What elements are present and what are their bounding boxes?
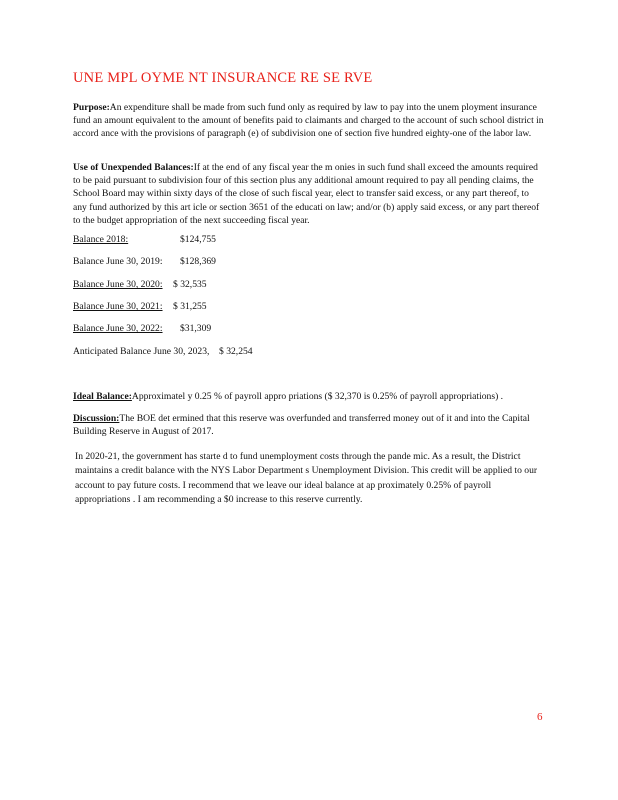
balance-amount-2022: $31,309 bbox=[180, 323, 212, 334]
ideal-label: Ideal Balance: bbox=[73, 391, 132, 402]
balance-amount-2023: $ 32,254 bbox=[219, 346, 253, 357]
balance-label-2018: Balance 2018: bbox=[73, 234, 129, 245]
discussion-paragraph bbox=[73, 412, 545, 438]
balance-label-2019: Balance June 30, 2019: bbox=[73, 256, 163, 267]
closing-paragraph: In 2020-21, the government has starte d to fund unemployment costs through the pande mic. As a result, the District maintains a credit balance with the NYS Labor Department s Unemployment Division. This credit will be applied to our account to pay future costs. I recommend that we leave our ideal balance at ap proximately 0.25% of payroll appropriations . I am recommending a $0 increase to this reserve currently. bbox=[75, 451, 538, 506]
page-title: UNE MPL OYME NT INSURANCE RE SE RVE bbox=[73, 70, 373, 86]
unexpended-text: If at the end of any fiscal year the m onies in such fund shall exceed the amounts required to be paid pursuant to subdivision four of this section plus any additional amount required to pay all pending claims, the School Board may within sixty days of the close of such fiscal year, elect to transfer said excess, or any part thereof, to any fund authorized by this art icle or section 3651 of the educati on law; and/or (b) apply said excess, or any part thereof to the budget appropriation of the next succeeding fiscal year. bbox=[73, 162, 540, 226]
ideal-balance-paragraph bbox=[73, 390, 545, 403]
balance-amount-2021: $ 31,255 bbox=[173, 301, 207, 312]
ideal-text: Approximatel y 0.25 % of payroll appro priations ($ 32,370 is 0.25% of payroll appropriations) . bbox=[131, 391, 504, 402]
purpose-text: An expenditure shall be made from such fund only as required by law to pay into the unem ployment insurance fund an amount equivalent to the amount of benefits paid to claimants and charged to the account of such school district in accord ance with the provisions of paragraph (e) of subdivision one of section five hundred eighty-one of the labor law. bbox=[73, 102, 544, 140]
balance-label-2020: Balance June 30, 2020: bbox=[73, 279, 163, 290]
page-number: 6 bbox=[537, 711, 543, 723]
balance-label-2022: Balance June 30, 2022: bbox=[73, 323, 163, 334]
balance-label-2023: Anticipated Balance June 30, 2023, bbox=[73, 346, 210, 357]
balance-label-2021: Balance June 30, 2021: bbox=[73, 301, 163, 312]
balance-amount-2020: $ 32,535 bbox=[173, 279, 207, 290]
purpose-paragraph bbox=[73, 101, 545, 141]
unexpended-label: Use of Unexpended Balances: bbox=[73, 162, 194, 173]
discussion-text: The BOE det ermined that this reserve was overfunded and transferred money out of it and into the Capital Building Reserve in August of 2017. bbox=[73, 413, 530, 438]
discussion-label: Discussion: bbox=[73, 413, 120, 424]
purpose-label: Purpose: bbox=[73, 102, 110, 113]
balance-amount-2019: $128,369 bbox=[180, 256, 216, 267]
balance-amount-2018: $124,755 bbox=[180, 234, 216, 245]
unexpended-paragraph bbox=[73, 161, 545, 227]
